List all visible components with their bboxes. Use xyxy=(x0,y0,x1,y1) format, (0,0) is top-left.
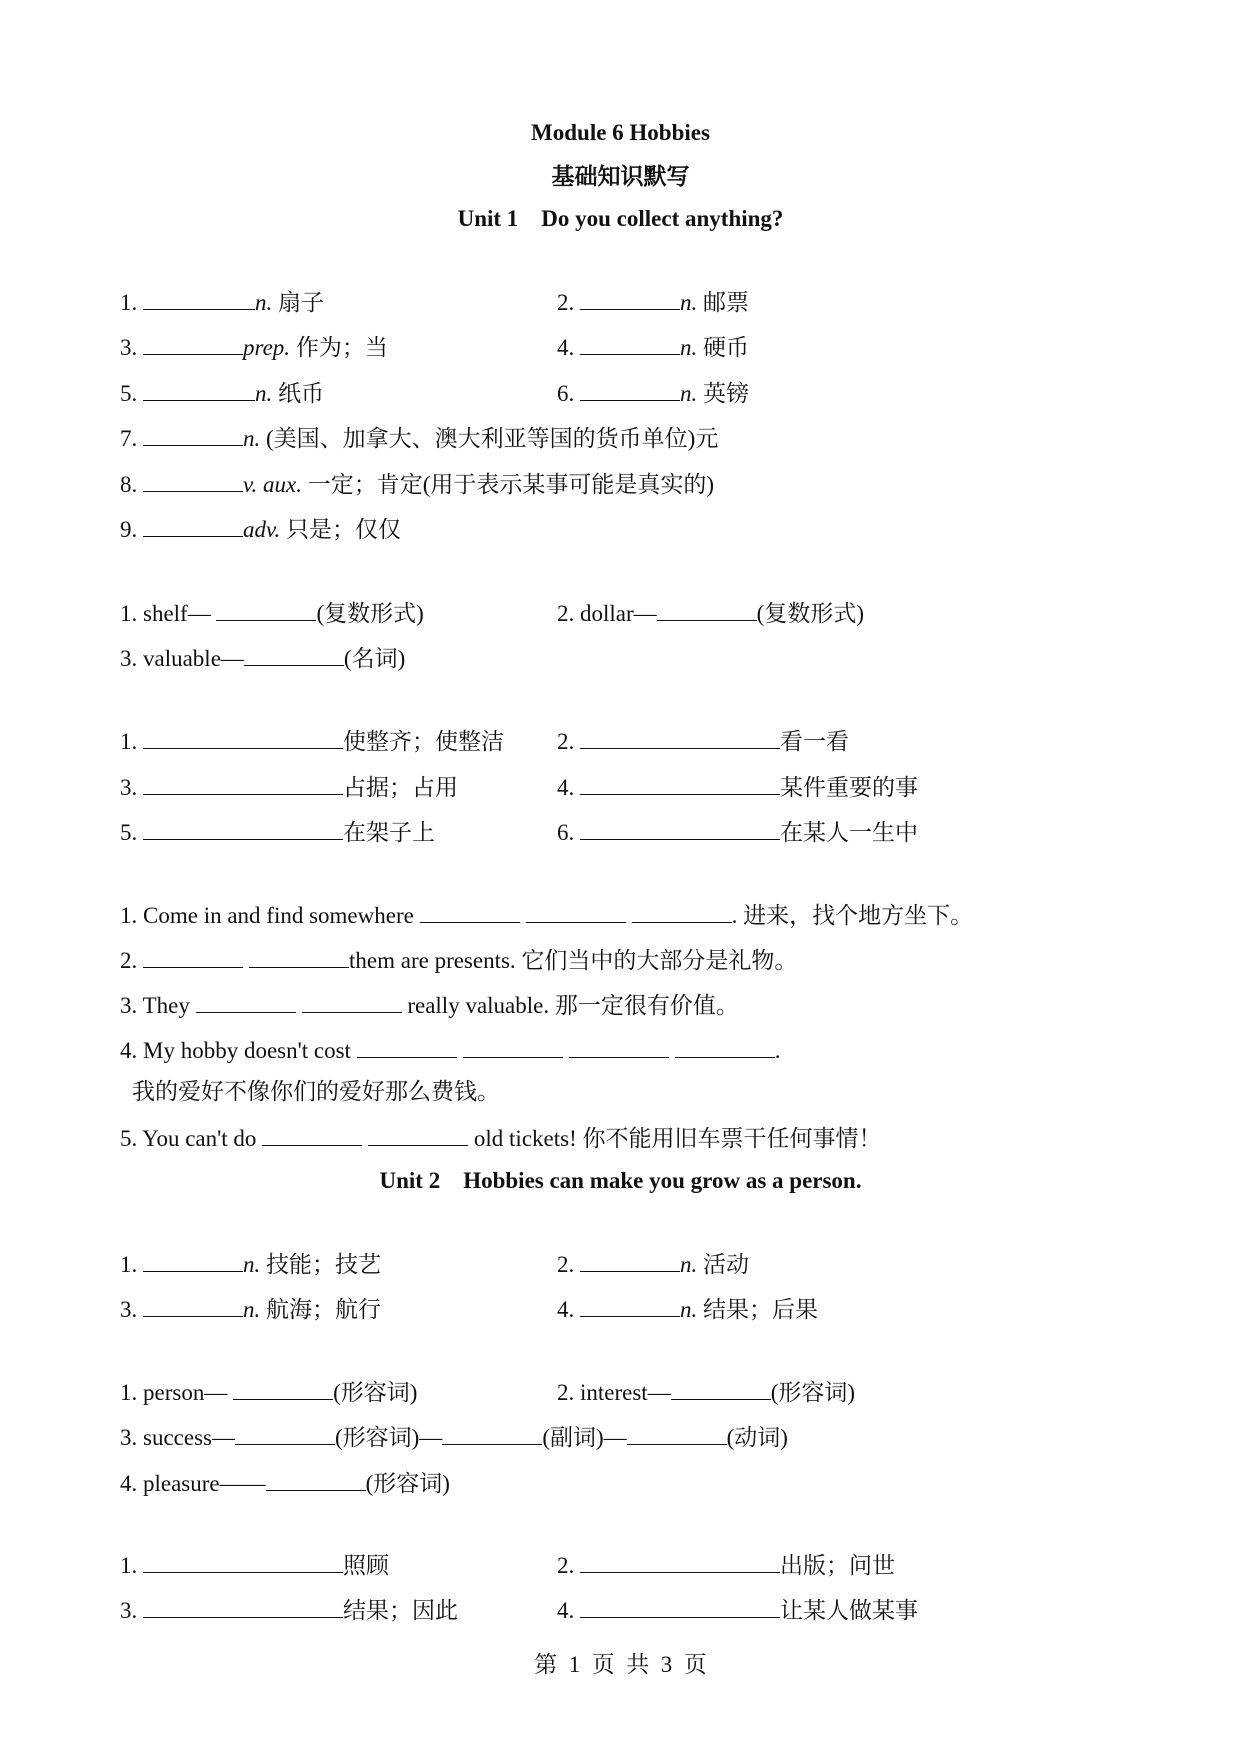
u2-vocab-item: 3. n. 航海；航行 xyxy=(120,1294,381,1325)
unit2-title: Unit 2 Hobbies can make you grow as a person. xyxy=(379,1168,862,1193)
answer-blank[interactable] xyxy=(442,1422,542,1445)
answer-blank[interactable] xyxy=(569,1035,669,1058)
u1-phrase-item: 2. 看一看 xyxy=(557,726,849,757)
answer-blank[interactable] xyxy=(143,423,243,446)
u1-sentence-item: 4. My hobby doesn't cost . xyxy=(120,1035,780,1066)
u2-phrase-item: 4. 让某人做某事 xyxy=(557,1595,918,1626)
answer-blank[interactable] xyxy=(671,1377,771,1400)
u1-form-item: 2. dollar— (复数形式) xyxy=(557,598,864,629)
u1-sentence-item: 2. them are presents. 它们当中的大部分是礼物。 xyxy=(120,945,797,976)
answer-blank[interactable] xyxy=(675,1035,775,1058)
answer-blank[interactable] xyxy=(580,1294,680,1317)
answer-blank[interactable] xyxy=(143,726,343,749)
answer-blank[interactable] xyxy=(463,1035,563,1058)
u2-form-item: 2. interest— (形容词) xyxy=(557,1377,855,1408)
u1-vocab-item: 1. n. 扇子 xyxy=(120,287,324,318)
u1-vocab-item: 2. n. 邮票 xyxy=(557,287,749,318)
u1-form-item: 3. valuable— (名词) xyxy=(120,643,405,674)
answer-blank[interactable] xyxy=(143,817,343,840)
answer-blank[interactable] xyxy=(249,945,349,968)
worksheet-subtitle: 基础知识默写 xyxy=(551,164,690,189)
answer-blank[interactable] xyxy=(580,378,680,401)
u1-vocab-item: 3. prep. 作为；当 xyxy=(120,332,388,363)
answer-blank[interactable] xyxy=(143,1249,243,1272)
u2-form-item: 3. success— (形容词)— (副词)— (动词) xyxy=(120,1422,788,1453)
answer-blank[interactable] xyxy=(580,287,680,310)
u2-form-item: 4. pleasure—— (形容词) xyxy=(120,1468,450,1499)
answer-blank[interactable] xyxy=(196,990,296,1013)
u1-vocab-item: 6. n. 英镑 xyxy=(557,378,749,409)
answer-blank[interactable] xyxy=(244,643,344,666)
u1-phrase-item: 6. 在某人一生中 xyxy=(557,817,918,848)
u1-vocab-item: 5. n. 纸币 xyxy=(120,378,324,409)
answer-blank[interactable] xyxy=(627,1422,727,1445)
u1-vocab-item: 8. v. aux. 一定；肯定(用于表示某事可能是真实的) xyxy=(120,469,714,500)
answer-blank[interactable] xyxy=(580,332,680,355)
answer-blank[interactable] xyxy=(235,1422,335,1445)
answer-blank[interactable] xyxy=(526,900,626,923)
answer-blank[interactable] xyxy=(143,332,243,355)
u1-vocab-item: 4. n. 硬币 xyxy=(557,332,749,363)
answer-blank[interactable] xyxy=(266,1468,366,1491)
u2-vocab-item: 4. n. 结果；后果 xyxy=(557,1294,818,1325)
answer-blank[interactable] xyxy=(357,1035,457,1058)
answer-blank[interactable] xyxy=(216,598,316,621)
answer-blank[interactable] xyxy=(368,1123,468,1146)
answer-blank[interactable] xyxy=(143,287,255,310)
u1-sentence-item: 5. You can't do old tickets! 你不能用旧车票干任何事情！ xyxy=(120,1123,882,1154)
answer-blank[interactable] xyxy=(580,1595,780,1618)
answer-blank[interactable] xyxy=(143,514,243,537)
page-footer: 第 1 页 共 3 页 xyxy=(534,1652,707,1677)
u2-phrase-item: 3. 结果；因此 xyxy=(120,1595,458,1626)
answer-blank[interactable] xyxy=(262,1123,362,1146)
u2-phrase-item: 2. 出版；问世 xyxy=(557,1550,895,1581)
answer-blank[interactable] xyxy=(420,900,520,923)
u1-sentence-item: 3. They really valuable. 那一定很有价值。 xyxy=(120,990,739,1021)
u1-sentence-translation: 我的爱好不像你们的爱好那么费钱。 xyxy=(132,1079,500,1104)
u1-vocab-item: 9. adv. 只是；仅仅 xyxy=(120,514,401,545)
answer-blank[interactable] xyxy=(233,1377,333,1400)
module-title: Module 6 Hobbies xyxy=(531,120,710,145)
u1-phrase-item: 3. 占据；占用 xyxy=(120,772,458,803)
answer-blank[interactable] xyxy=(143,772,343,795)
u1-phrase-item: 4. 某件重要的事 xyxy=(557,772,918,803)
u1-sentence-item: 1. Come in and find somewhere . 进来，找个地方坐下。 xyxy=(120,900,973,931)
answer-blank[interactable] xyxy=(143,1294,243,1317)
u1-vocab-item: 7. n. (美国、加拿大、澳大利亚等国的货币单位)元 xyxy=(120,423,718,454)
answer-blank[interactable] xyxy=(580,726,780,749)
answer-blank[interactable] xyxy=(580,1550,780,1573)
answer-blank[interactable] xyxy=(580,1249,680,1272)
u1-form-item: 1. shelf— (复数形式) xyxy=(120,598,424,629)
u2-vocab-item: 1. n. 技能；技艺 xyxy=(120,1249,381,1280)
u1-phrase-item: 5. 在架子上 xyxy=(120,817,435,848)
answer-blank[interactable] xyxy=(143,378,255,401)
answer-blank[interactable] xyxy=(302,990,402,1013)
answer-blank[interactable] xyxy=(143,469,243,492)
answer-blank[interactable] xyxy=(143,1550,343,1573)
answer-blank[interactable] xyxy=(580,817,780,840)
answer-blank[interactable] xyxy=(657,598,757,621)
u2-vocab-item: 2. n. 活动 xyxy=(557,1249,749,1280)
u2-phrase-item: 1. 照顾 xyxy=(120,1550,389,1581)
u1-phrase-item: 1. 使整齐；使整洁 xyxy=(120,726,504,757)
u2-form-item: 1. person— (形容词) xyxy=(120,1377,417,1408)
answer-blank[interactable] xyxy=(143,945,243,968)
answer-blank[interactable] xyxy=(143,1595,343,1618)
answer-blank[interactable] xyxy=(632,900,732,923)
unit1-title: Unit 1 Do you collect anything? xyxy=(457,206,784,231)
answer-blank[interactable] xyxy=(580,772,780,795)
